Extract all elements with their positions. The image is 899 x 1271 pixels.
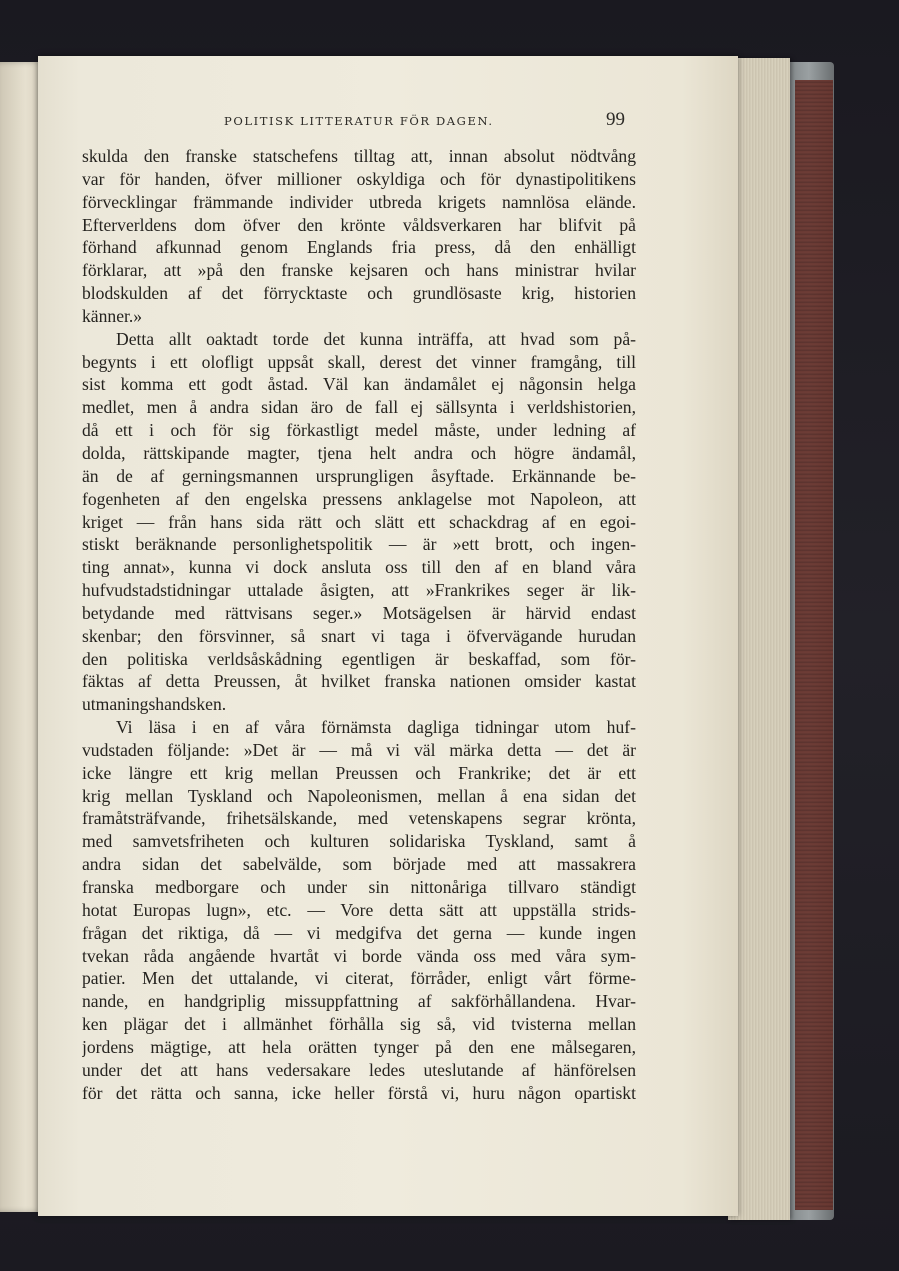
text-line: icke längre ett krig mellan Preussen och Frankrike; det är ett xyxy=(82,762,636,783)
text-line: förvecklingar främmande individer utbreda krigets namnlösa elände. xyxy=(82,191,636,212)
text-line: skenbar; den försvinner, så snart vi taga i öfvervägande hurudan xyxy=(82,625,636,646)
text-line: förhand afkunnad genom Englands fria press, då den enhälligt xyxy=(82,237,636,258)
text-line: hufvudstadstidningar uttalade åsigten, att »Frankrikes seger är lik- xyxy=(82,580,636,601)
page-number: 99 xyxy=(606,109,625,130)
book-page xyxy=(38,56,738,1216)
text-line: dolda, rättskipande magter, tjena helt andra och högre ändamål, xyxy=(82,442,636,463)
text-line: nande, en handgriplig missuppfattning af sakförhållandena. Hvar- xyxy=(82,991,636,1012)
text-line: tvekan råda angående hvartåt vi borde vända oss med våra sym- xyxy=(82,945,636,966)
text-line: fäktas af detta Preussen, åt hvilket franska nationen omsider kastat xyxy=(82,671,636,692)
text-line: frågan det riktiga, då — vi medgifva det gerna — kunde ingen xyxy=(82,922,636,943)
text-line: Efterverldens dom öfver den krönte våldsverkaren har blifvit på xyxy=(82,214,636,235)
body-text xyxy=(82,145,636,1104)
text-line: vudstaden följande: »Det är — må vi väl märka detta — det är xyxy=(82,739,636,760)
book-cover-cloth xyxy=(795,80,833,1210)
text-line: sist komma ett godt åstad. Väl kan ändamålet ej någonsin helga xyxy=(82,374,636,395)
text-line: begynts i ett olofligt uppsåt skall, derest det vinner framgång, till xyxy=(82,351,636,372)
text-line: kriget — från hans sida rätt och slätt ett schackdrag af en egoi- xyxy=(82,511,636,532)
text-line: framåtsträfvande, frihetsälskande, med vetenskapens segrar krönta, xyxy=(82,808,636,829)
text-line: blodskulden af det förrycktaste och grundlösaste krig, historien xyxy=(82,283,636,304)
text-line: hotat Europas lugn», etc. — Vore detta sätt att uppställa strids- xyxy=(82,899,636,920)
text-line: var för handen, öfver millioner oskyldiga och för dynastipolitikens xyxy=(82,168,636,189)
text-line: Detta allt oaktadt torde det kunna inträffa, att hvad som på- xyxy=(116,328,636,349)
text-line: patier. Men det uttalande, vi citerat, förråder, enligt vårt förme- xyxy=(82,968,636,989)
text-line: under det att hans vedersakare ledes uteslutande af hänförelsen xyxy=(82,1059,636,1080)
text-line: med samvetsfriheten och kulturen solidariska Tyskland, samt å xyxy=(82,831,636,852)
text-line: för det rätta och sanna, icke heller förstå vi, huru någon opartiskt xyxy=(82,1082,636,1103)
text-line: än de af gerningsmannen ursprungligen åsyftade. Erkännande be- xyxy=(82,465,636,486)
text-line: utmaningshandsken. xyxy=(82,694,227,715)
text-line: skulda den franske statschefens tilltag att, innan absolut nödtvång xyxy=(82,146,636,166)
running-head: POLITISK LITTERATUR FÖR DAGEN. xyxy=(224,114,494,128)
text-line: medlet, men å andra sidan äro de fall ej sällsynta i verldshistorien, xyxy=(82,397,636,418)
text-line: stiskt beräknande personlighetspolitik — är »ett brott, och ingen- xyxy=(82,534,636,555)
text-line: förklarar, att »på den franske kejsaren och hans ministrar hvilar xyxy=(82,260,636,281)
text-line: jordens mägtige, att hela orätten tynger på den ene målsegaren, xyxy=(82,1036,636,1057)
text-line: Vi läsa i en af våra förnämsta dagliga tidningar utom huf- xyxy=(116,717,636,738)
text-line: andra sidan det sabelvälde, som började med att massakrera xyxy=(82,854,636,875)
text-line: betydande med rättvisans seger.» Motsägelsen är härvid endast xyxy=(82,602,636,623)
text-line: krig mellan Tyskland och Napoleonismen, mellan å ena sidan det xyxy=(82,785,636,806)
text-line: den politiska verldsåskådning egentligen är beskaffad, som för- xyxy=(82,648,636,669)
text-line: känner.» xyxy=(82,305,143,326)
text-line: fogenheten af den engelska pressens anklagelse mot Napoleon, att xyxy=(82,488,636,509)
text-line: då ett i och för sig förkastligt medel måste, under ledning af xyxy=(82,420,636,441)
text-line: ken plägar det i allmänhet förhålla sig så, vid tvisterna mellan xyxy=(82,1014,636,1035)
text-line: ting annat», kunna vi dock ansluta oss till den af en bland våra xyxy=(82,557,636,578)
text-line: franska medborgare och under sin nittonåriga tillvaro ständigt xyxy=(82,877,636,897)
previous-page-edge xyxy=(0,62,42,1212)
